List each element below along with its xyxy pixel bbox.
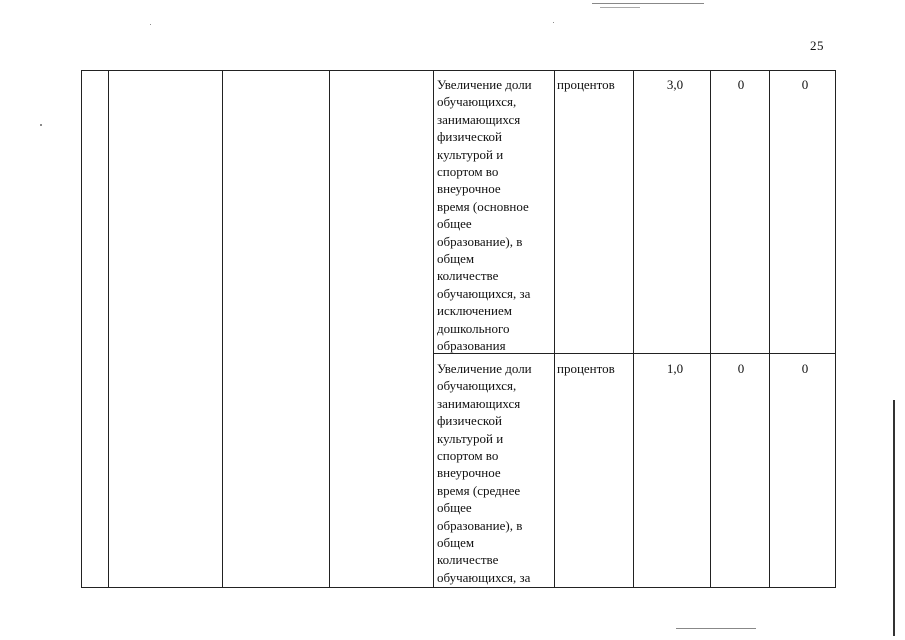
scan-artifact-top-short <box>600 7 640 8</box>
value-cell-1: 1,0 <box>666 361 684 376</box>
indicator-cell-text: Увеличение доли обучающихся, занимающихся физической культурой и спортом во внеурочное время (среднее общее образование), в общем количестве обучающихся, за <box>437 361 532 585</box>
data-table <box>81 70 836 588</box>
unit-cell-text: процентов <box>557 361 615 376</box>
value-cell-2: 0 <box>737 77 745 92</box>
scan-artifact-top <box>592 3 704 4</box>
column-divider <box>769 71 770 587</box>
value-cell-1: 3,0 <box>666 77 684 92</box>
value-cell-3: 0 <box>801 77 809 92</box>
column-divider <box>633 71 634 587</box>
column-divider <box>329 71 330 587</box>
indicator-cell-text: Увеличение доли обучающихся, занимающихся физической культурой и спортом во внеурочное время (основное общее образование), в общем количестве обучающихся, за исключением дошкольного образования <box>437 77 532 354</box>
scan-speck <box>40 124 42 126</box>
column-divider <box>108 71 109 587</box>
value-cell-3: 0 <box>801 361 809 376</box>
value-cell-2: 0 <box>737 361 745 376</box>
scan-speck <box>553 22 554 23</box>
page-number: 25 <box>810 38 824 53</box>
column-divider <box>433 71 434 587</box>
unit-cell-text: процентов <box>557 77 615 92</box>
scan-artifact-right-edge <box>893 400 895 636</box>
column-divider <box>710 71 711 587</box>
column-divider <box>222 71 223 587</box>
scan-speck <box>150 24 151 25</box>
scan-artifact-bottom <box>676 628 756 629</box>
